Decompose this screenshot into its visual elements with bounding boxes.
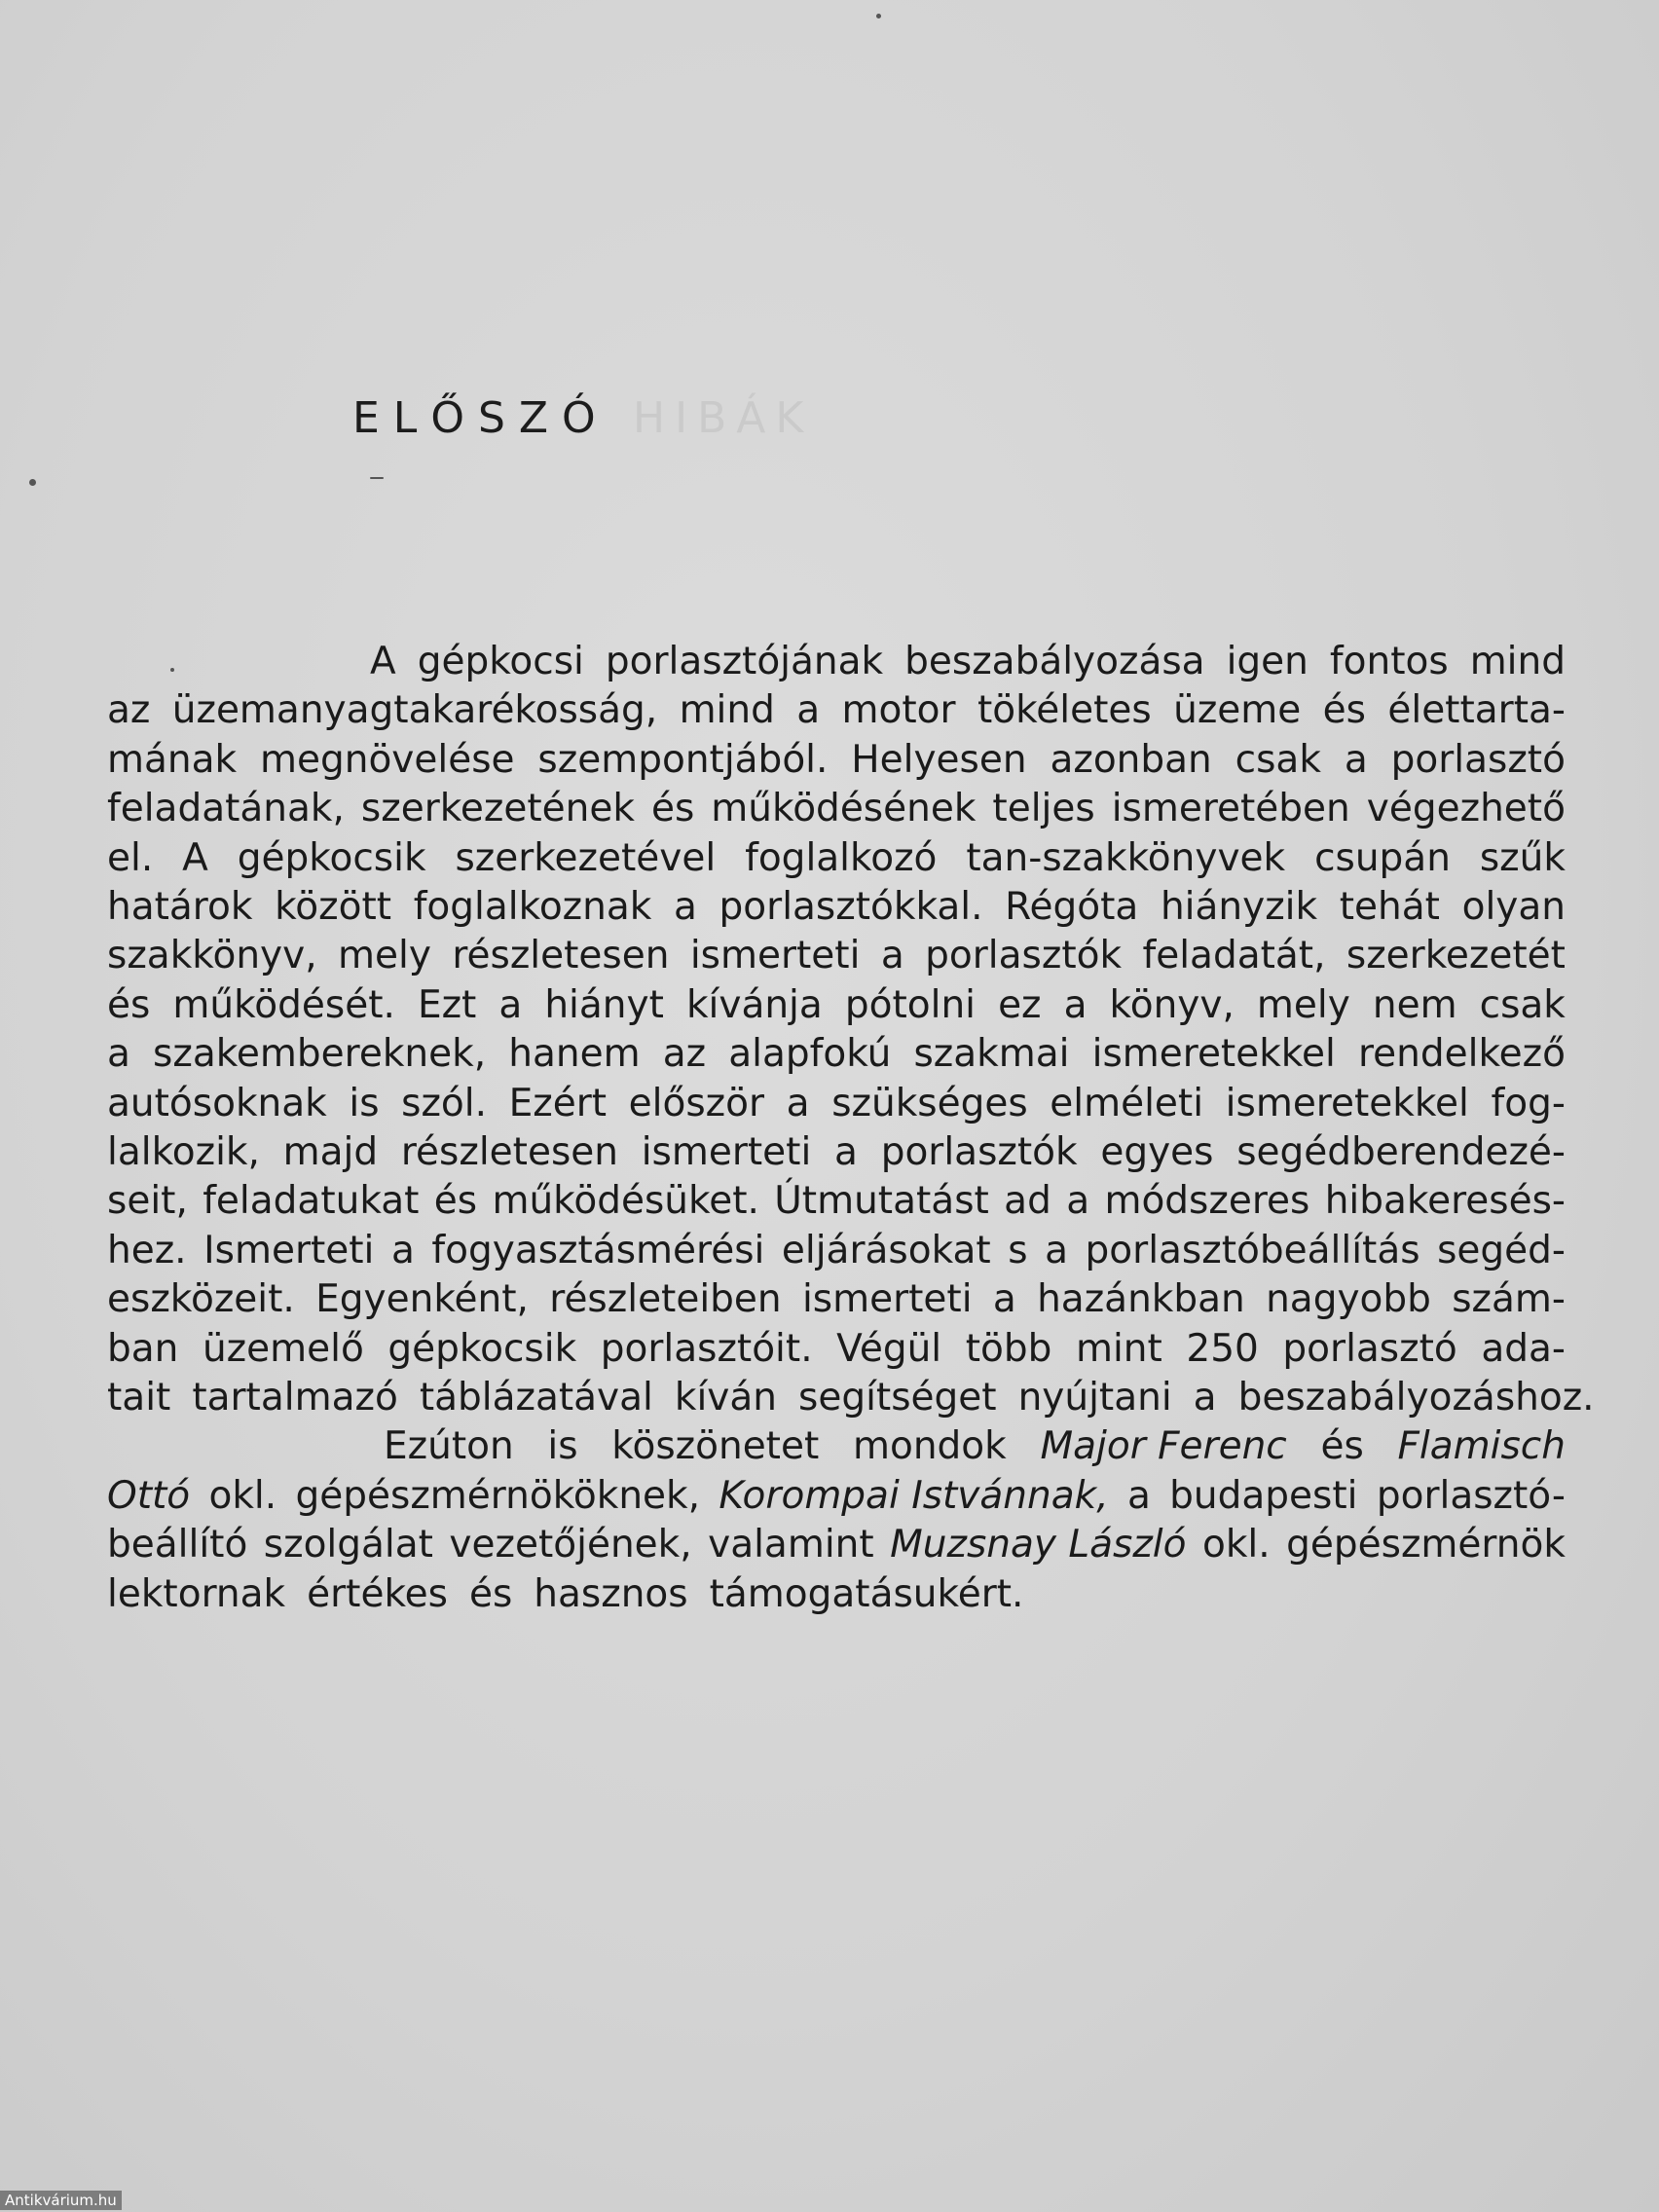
word: ismerteti: [641, 1130, 812, 1174]
word: a: [1045, 1228, 1068, 1272]
text-line: [107, 1376, 1595, 1419]
word: az: [107, 688, 151, 733]
word: olyan: [1461, 885, 1566, 929]
word: motor: [841, 688, 956, 733]
word: gépészmérnök: [1286, 1523, 1566, 1567]
word: szolgálat: [263, 1523, 433, 1567]
word: tartalmazó: [192, 1376, 398, 1419]
word: működésüket.: [492, 1179, 759, 1224]
word: porlasztó-: [1376, 1473, 1566, 1518]
word: üzemanyagtakarékosság,: [171, 688, 658, 733]
word: porlasztókkal.: [719, 885, 983, 929]
word: Útmutatást: [774, 1179, 989, 1224]
word: hiányzik: [1160, 885, 1318, 929]
person-name: Ottó: [107, 1473, 191, 1518]
word: nyújtani: [1017, 1376, 1172, 1419]
word: a: [796, 688, 821, 733]
word: szerkezetének: [360, 787, 635, 831]
word: Végül: [836, 1326, 942, 1371]
word: mely: [1256, 982, 1350, 1027]
word: kívánja: [685, 982, 823, 1027]
word: könyv,: [1109, 982, 1235, 1027]
show-through-text: HIBÁK: [633, 393, 814, 443]
word: vezetőjének,: [449, 1523, 692, 1567]
word: a: [1344, 737, 1368, 782]
word: beállító: [107, 1523, 248, 1567]
text-line: [107, 1277, 1566, 1322]
text-line: [107, 1081, 1566, 1125]
word: a: [390, 1228, 415, 1272]
dust-speck: [370, 477, 384, 479]
word: mint: [1075, 1326, 1162, 1371]
word: mának: [107, 737, 238, 782]
word: Ezúton: [384, 1424, 514, 1469]
word: hibakeresés-: [1324, 1179, 1566, 1224]
word: Ismerteti: [203, 1228, 375, 1272]
word: segéd-: [1437, 1228, 1566, 1272]
text-line: [107, 934, 1566, 978]
word: élettarta-: [1387, 688, 1566, 733]
word: foglalkozó: [745, 835, 938, 880]
word: porlasztók: [925, 934, 1123, 978]
word: Ezt: [417, 982, 477, 1027]
word: fogyasztásmérési: [431, 1228, 765, 1272]
word: porlasztóit.: [600, 1326, 813, 1371]
text-line: [107, 1179, 1566, 1224]
word: működését.: [172, 982, 395, 1027]
text-line: [107, 787, 1566, 831]
word: budapesti: [1169, 1473, 1358, 1518]
word: a: [1063, 982, 1088, 1027]
word: gépkocsik: [387, 1326, 577, 1371]
word: és: [468, 1571, 513, 1616]
word: ismerteti: [689, 934, 861, 978]
word: igen: [1226, 640, 1309, 683]
word: és: [650, 787, 695, 831]
word: szól.: [401, 1081, 488, 1125]
person-name: Flamisch: [1397, 1424, 1566, 1469]
word: azonban: [1050, 737, 1212, 782]
text-line: [384, 1424, 1566, 1469]
word: el.: [107, 835, 154, 880]
word: alapfokú: [728, 1032, 892, 1077]
word: is: [547, 1424, 578, 1469]
word: porlasztójának: [605, 640, 884, 683]
word: üzemelő: [202, 1326, 364, 1371]
word: hanem: [508, 1032, 641, 1077]
word: okl.: [1201, 1523, 1271, 1567]
word: hazánkban: [1037, 1277, 1245, 1322]
word: Ezért: [508, 1081, 608, 1125]
word: gépészmérnököknek,: [295, 1473, 701, 1518]
dust-speck: [29, 479, 36, 486]
word: tait: [107, 1376, 171, 1419]
word: köszönetet: [611, 1424, 820, 1469]
word: ez: [998, 982, 1042, 1027]
text-line: [107, 1130, 1566, 1174]
word: fontos: [1329, 640, 1449, 683]
word: a: [107, 1032, 130, 1077]
word: a: [786, 1081, 810, 1125]
word: feladatának,: [107, 787, 345, 831]
dust-speck: [170, 668, 174, 672]
word: szempontjából.: [537, 737, 829, 782]
word: porlasztó: [1282, 1326, 1457, 1371]
word: teljes: [992, 787, 1095, 831]
word: szűk: [1479, 835, 1566, 880]
person-name: Major Ferenc: [1040, 1424, 1287, 1469]
word: Régóta: [1005, 885, 1139, 929]
word: csak: [1479, 982, 1566, 1027]
word: eszközeit.: [107, 1277, 295, 1322]
word: szám-: [1452, 1277, 1566, 1322]
word: részletesen: [400, 1130, 618, 1174]
text-line: [107, 1326, 1566, 1371]
word: pótolni: [844, 982, 977, 1027]
word: az: [662, 1032, 707, 1077]
word: szakkönyv,: [107, 934, 317, 978]
word: a: [1193, 1376, 1217, 1419]
word: elméleti: [1050, 1081, 1204, 1125]
word: tan-szakkönyvek: [966, 835, 1286, 880]
word: ismerteti: [801, 1277, 973, 1322]
word: hiányt: [544, 982, 664, 1027]
word: ada-: [1481, 1326, 1566, 1371]
word: eljárásokat: [781, 1228, 991, 1272]
dust-speck: [876, 14, 881, 18]
text-line: [107, 1523, 1566, 1567]
word: beszabályozáshoz.: [1237, 1376, 1595, 1419]
word: Egyenként,: [315, 1277, 529, 1322]
word: a: [1066, 1179, 1090, 1224]
word: szerkezetét: [1346, 934, 1566, 978]
word: a: [992, 1277, 1016, 1322]
word: mind: [679, 688, 775, 733]
word: megnövelése: [259, 737, 515, 782]
word: foglalkoznak: [413, 885, 652, 929]
word: ad: [1004, 1179, 1051, 1224]
word: végezhető: [1366, 787, 1566, 831]
word: Helyesen: [851, 737, 1027, 782]
text-line: [107, 1473, 1566, 1518]
word: ban: [107, 1326, 179, 1371]
text-line: [107, 885, 1566, 929]
word: fog-: [1491, 1081, 1566, 1125]
word: lektornak: [107, 1571, 286, 1616]
word: és: [107, 982, 151, 1027]
word: A: [370, 640, 396, 683]
word: és: [1322, 688, 1366, 733]
word: segítséget: [798, 1376, 997, 1419]
word: valamint: [708, 1523, 874, 1567]
text-line: [107, 835, 1566, 880]
word: módszeres: [1104, 1179, 1310, 1224]
word: a: [834, 1130, 858, 1174]
word: mind: [1469, 640, 1566, 683]
word: okl.: [208, 1473, 277, 1518]
text-line: [107, 1228, 1566, 1272]
text-line: [107, 1032, 1566, 1077]
word: feladatukat: [203, 1179, 420, 1224]
word: porlasztóbeállítás: [1085, 1228, 1420, 1272]
word: szükséges: [831, 1081, 1028, 1125]
word: szerkezetével: [455, 835, 717, 880]
word: és: [433, 1179, 478, 1224]
word: mely: [338, 934, 431, 978]
person-name: Muzsnay László: [890, 1523, 1187, 1567]
word: egyes: [1100, 1130, 1214, 1174]
word: feladatát,: [1142, 934, 1326, 978]
word: és: [1320, 1424, 1364, 1469]
word: nagyobb: [1266, 1277, 1431, 1322]
word: működésének: [711, 787, 977, 831]
word: rendelkező: [1357, 1032, 1566, 1077]
word: A: [182, 835, 208, 880]
word: határok: [107, 885, 253, 929]
word: is: [349, 1081, 380, 1125]
word: hez.: [107, 1228, 187, 1272]
word: több: [965, 1326, 1052, 1371]
word: majd: [282, 1130, 379, 1174]
word: porlasztó: [1390, 737, 1566, 782]
person-name: Korompai Istvánnak,: [719, 1473, 1109, 1518]
word: ismeretekkel: [1225, 1081, 1469, 1125]
word: hasznos: [534, 1571, 688, 1616]
text-line: [107, 1571, 1024, 1616]
word: táblázatával: [419, 1376, 653, 1419]
word: porlasztók: [880, 1130, 1078, 1174]
word: gépkocsik: [237, 835, 426, 880]
word: a: [880, 934, 904, 978]
word: csak: [1235, 737, 1321, 782]
word: segédberendezé-: [1236, 1130, 1566, 1174]
word: csupán: [1314, 835, 1451, 880]
watermark: Antikvárium.hu: [0, 2191, 122, 2210]
word: mondok: [852, 1424, 1007, 1469]
word: üzeme: [1173, 688, 1302, 733]
word: értékes: [307, 1571, 448, 1616]
word: seit,: [107, 1179, 188, 1224]
text-line: [107, 737, 1566, 782]
word: ismeretében: [1111, 787, 1350, 831]
word: beszabályozása: [904, 640, 1205, 683]
word: szakembereknek,: [153, 1032, 487, 1077]
text-line: [107, 688, 1566, 733]
word: autósoknak: [107, 1081, 327, 1125]
word: ismeretekkel: [1091, 1032, 1336, 1077]
word: s: [1008, 1228, 1028, 1272]
word: a: [498, 982, 523, 1027]
word: szakmai: [913, 1032, 1070, 1077]
word: részletesen: [452, 934, 670, 978]
word: a: [1126, 1473, 1151, 1518]
text-line: [370, 640, 1566, 683]
word: tehát: [1339, 885, 1440, 929]
word: először: [628, 1081, 765, 1125]
word: a: [674, 885, 697, 929]
page-title: ELŐSZÓ: [352, 393, 609, 443]
word: gépkocsi: [417, 640, 584, 683]
word: támogatásukért.: [709, 1571, 1024, 1616]
word: kíván: [674, 1376, 777, 1419]
text-line: [107, 982, 1566, 1027]
word: 250: [1186, 1326, 1259, 1371]
word: tökéletes: [977, 688, 1152, 733]
word: részleteiben: [549, 1277, 782, 1322]
word: lalkozik,: [107, 1130, 260, 1174]
word: nem: [1372, 982, 1457, 1027]
word: között: [275, 885, 392, 929]
